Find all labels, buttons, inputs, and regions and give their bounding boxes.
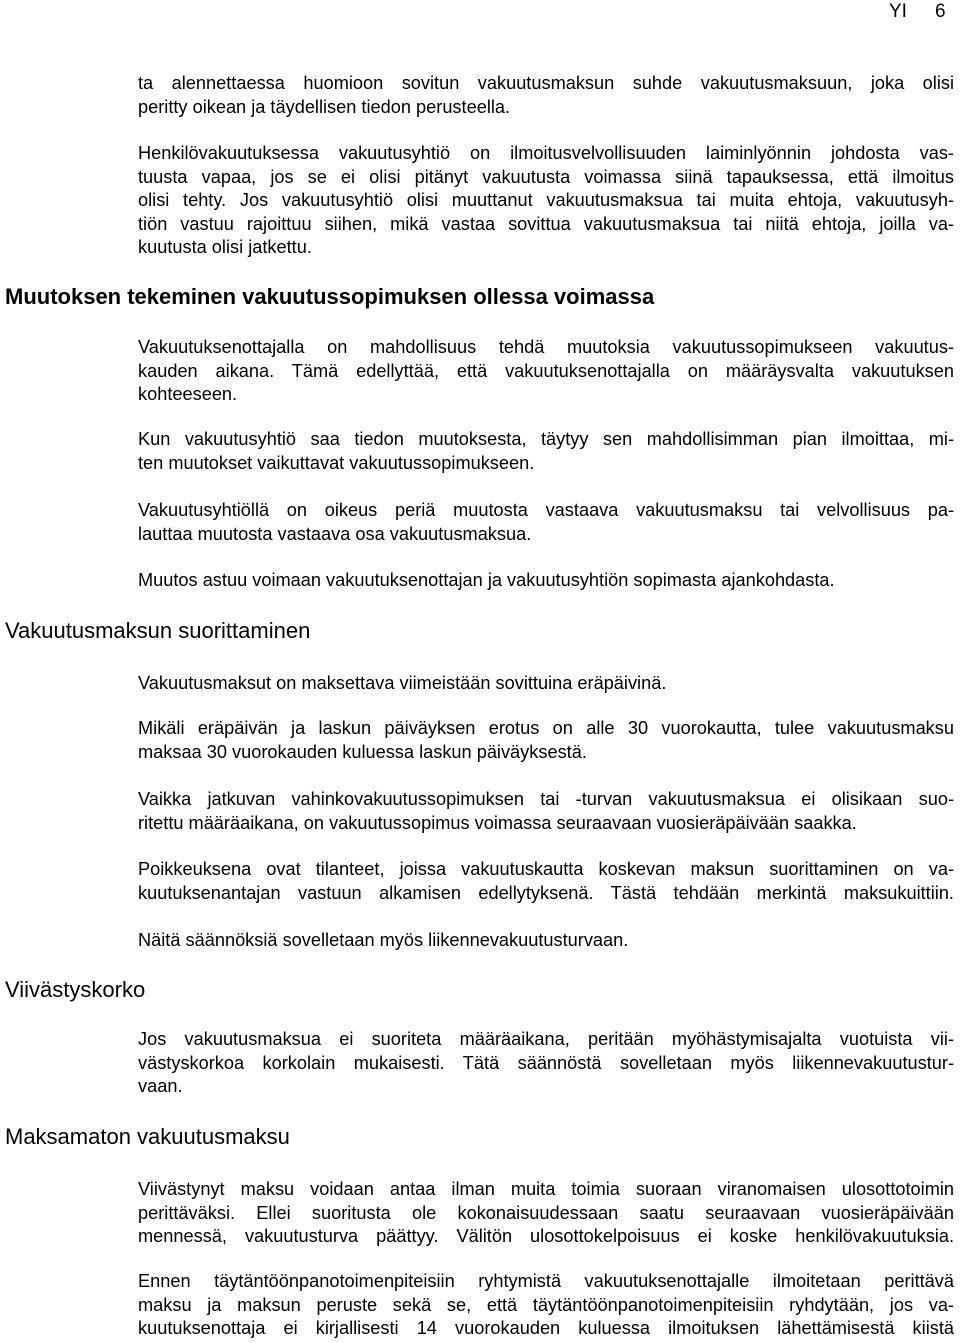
text-line: Ennen täytäntöönpanotoimenpiteisiin ryhtymistä vakuutuksenottajalle ilmoitetaan perittävä (138, 1271, 954, 1291)
text-line: tiön vastuu rajoittuu siihen, mikä vastaa sovittua vakuutusmaksua tai niitä ehtoja, joilla va- (138, 213, 954, 234)
text-line: kuutusta olisi jatkettu. (138, 237, 312, 258)
paragraph (138, 858, 954, 905)
text-line: Viivästynyt maksu voidaan antaa ilman muita toimia suoraan viranomaisen ulosottotoimin (138, 1179, 954, 1199)
text-line: ten muutokset vaikuttavat vakuutussopimukseen. (138, 452, 535, 473)
text-line: maksaa 30 vuorokauden kuluessa laskun päiväyksestä. (138, 741, 587, 762)
document-code: YI (889, 1, 907, 22)
text-line: kohteeseen. (138, 384, 238, 405)
text-line: perittäväksi. Ellei suoritusta ole kokonaisuudessaan saatu seuraavaan vuosieräpäivään (138, 1202, 954, 1223)
section-heading: Maksamaton vakuutusmaksu (5, 1124, 290, 1149)
text-line: Vakuutuksenottajalla on mahdollisuus tehdä muutoksia vakuutussopimukseen vakuutus- (138, 337, 954, 357)
section-heading: Viivästyskorko (5, 977, 146, 1002)
text-line: Kun vakuutusyhtiö saa tiedon muutoksesta, täytyy sen mahdollisimman pian ilmoittaa, mi- (138, 429, 954, 449)
paragraph (138, 142, 954, 260)
page-number: 6 (935, 1, 946, 22)
paragraph (138, 1178, 954, 1249)
text-line: kuutuksenantajan vastuun alkamisen edellytyksenä. Tästä tehdään merkintä maksukuittiin. (138, 882, 954, 903)
text-line: tuusta vapaa, jos se ei olisi pitänyt vakuutusta voimassa siinä tapauksessa, että ilmoitus (138, 166, 954, 187)
text-line: kauden aikana. Tämä edellyttää, että vakuutuksenottajalla on määräysvalta vakuutuksen (138, 360, 954, 381)
section-heading: Vakuutusmaksun suorittaminen (5, 618, 311, 643)
text-line: Vaikka jatkuvan vahinkovakuutussopimuksen tai -turvan vakuutusmaksua ei olisikaan suo- (138, 789, 954, 809)
paragraph (138, 929, 954, 953)
text-line: Henkilövakuutuksessa vakuutusyhtiö on ilmoitusvelvollisuuden laiminlyönnin johdosta vas- (138, 143, 954, 163)
paragraph (138, 499, 954, 546)
paragraph (138, 569, 954, 593)
section-heading: Muutoksen tekeminen vakuutussopimuksen ollessa voimassa (5, 284, 655, 309)
text-line: lauttaa muutosta vastaava osa vakuutusmaksua. (138, 523, 532, 544)
text-line: mennessä, vakuutusturva päättyy. Välitön ulosottokelpoisuus ei koske henkilövakuutuksia. (138, 1226, 954, 1247)
paragraph (138, 788, 954, 835)
paragraph (138, 72, 954, 119)
paragraph (138, 336, 954, 407)
text-line: Jos vakuutusmaksua ei suoriteta määräaikana, peritään myöhästymisajalta vuotuista vii- (138, 1029, 954, 1049)
text-line: västyskorkoa korkolain mukaisesti. Tätä säännöstä sovelletaan myös liikennevakuutustur- (138, 1052, 954, 1073)
text-line: kuutuksenottaja ei kirjallisesti 14 vuorokauden kuluessa ilmoituksen lähettämisestä kiistä (138, 1318, 954, 1339)
text-line: Mikäli eräpäivän ja laskun päiväyksen erotus on alle 30 vuorokautta, tulee vakuutusmaksu (138, 718, 954, 738)
text-line: Vakuutusmaksut on maksettava viimeistään sovittuina eräpäivinä. (138, 673, 667, 693)
text-line: maksu ja maksun peruste sekä se, että täytäntöönpanotoimenpiteisiin ryhdytään, jos va- (138, 1294, 954, 1315)
text-line: Poikkeuksena ovat tilanteet, joissa vakuutuskautta koskevan maksun suorittaminen on va- (138, 859, 954, 879)
text-line: vaan. (138, 1076, 183, 1097)
text-line: peritty oikean ja täydellisen tiedon perusteella. (138, 96, 511, 117)
paragraph (138, 1028, 954, 1099)
paragraph (138, 717, 954, 764)
text-line: Näitä säännöksiä sovelletaan myös liikennevakuutusturvaan. (138, 930, 629, 950)
text-line: ta alennettaessa huomioon sovitun vakuutusmaksun suhde vakuutusmaksuun, joka olisi (138, 73, 954, 93)
text-line: Muutos astuu voimaan vakuutuksenottajan ja vakuutusyhtiön sopimasta ajankohdasta. (138, 570, 835, 590)
paragraph (138, 672, 954, 696)
text-line: Vakuutusyhtiöllä on oikeus periä muutosta vastaava vakuutusmaksu tai velvollisuus pa- (138, 500, 954, 520)
paragraph (138, 428, 954, 475)
text-line: olisi tehty. Jos vakuutusyhtiö olisi muuttanut vakuutusmaksua tai muita ehtoja, vakuutusyh- (138, 190, 954, 211)
paragraph (138, 1270, 954, 1341)
text-line: ritettu määräaikana, on vakuutussopimus voimassa seuraavaan vuosieräpäivään saakka. (138, 812, 857, 833)
